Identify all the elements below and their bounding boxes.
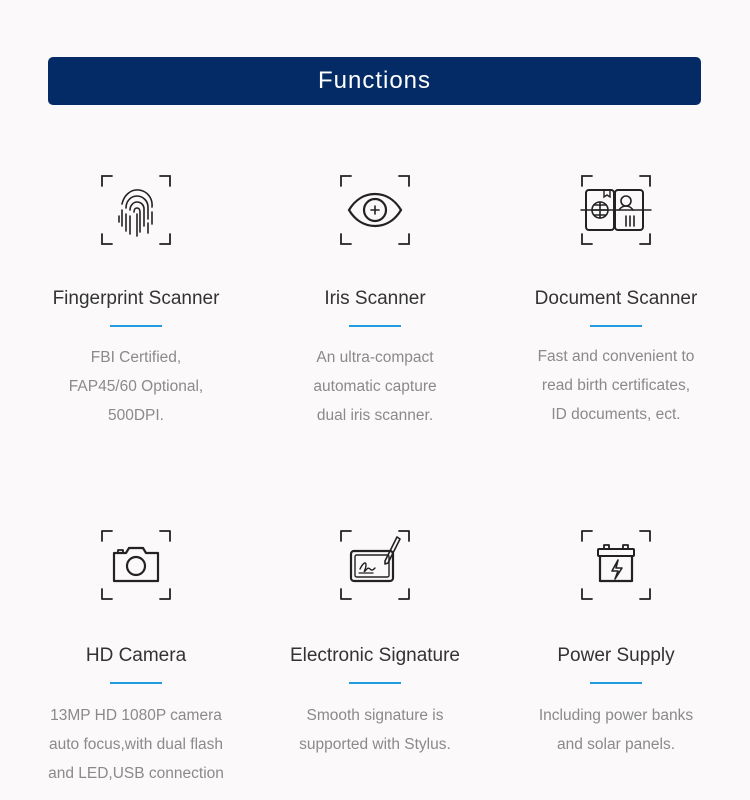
feature-title: Electronic Signature (289, 645, 461, 666)
feature-title: HD Camera (85, 645, 187, 666)
title-divider (349, 682, 401, 684)
feature-title: Iris Scanner (324, 288, 426, 309)
battery-icon (580, 529, 652, 601)
feature-title: Document Scanner (534, 288, 698, 309)
description-line: FAP45/60 Optional, (68, 378, 204, 395)
description-line: dual iris scanner. (316, 407, 434, 424)
camera-icon (100, 529, 172, 601)
title-divider (349, 325, 401, 327)
fingerprint-icon (100, 174, 172, 246)
description-line: Including power banks (538, 707, 694, 724)
title-divider (590, 682, 642, 684)
signature-pad-icon (339, 529, 411, 601)
description-line: ID documents, ect. (551, 406, 681, 423)
feature-description (255, 343, 495, 430)
description-line: An ultra-compact (316, 349, 434, 366)
title-divider (110, 682, 162, 684)
description-line: automatic capture (313, 378, 437, 395)
description-line: 500DPI. (107, 407, 164, 424)
functions-banner (48, 57, 701, 105)
description-line: and solar panels. (556, 736, 676, 753)
title-divider (590, 325, 642, 327)
feature-description (496, 342, 736, 429)
title-divider (110, 325, 162, 327)
description-line: auto focus,with dual flash (48, 736, 224, 753)
feature-description (16, 701, 256, 788)
feature-description (16, 343, 256, 430)
description-line: supported with Stylus. (299, 736, 451, 753)
eye-icon (339, 174, 411, 246)
description-line: FBI Certified, (90, 349, 182, 366)
feature-description (496, 701, 736, 759)
feature-description (255, 701, 495, 759)
description-line: Fast and convenient to (537, 348, 695, 365)
feature-title: Fingerprint Scanner (52, 288, 220, 309)
description-line: read birth certificates, (541, 377, 691, 394)
description-line: and LED,USB connection (48, 765, 224, 782)
feature-title: Power Supply (557, 645, 675, 666)
page-title: Functions (317, 67, 432, 94)
description-line: Smooth signature is (306, 707, 444, 724)
description-line: 13MP HD 1080P camera (50, 707, 222, 724)
passport-icon (580, 174, 652, 246)
